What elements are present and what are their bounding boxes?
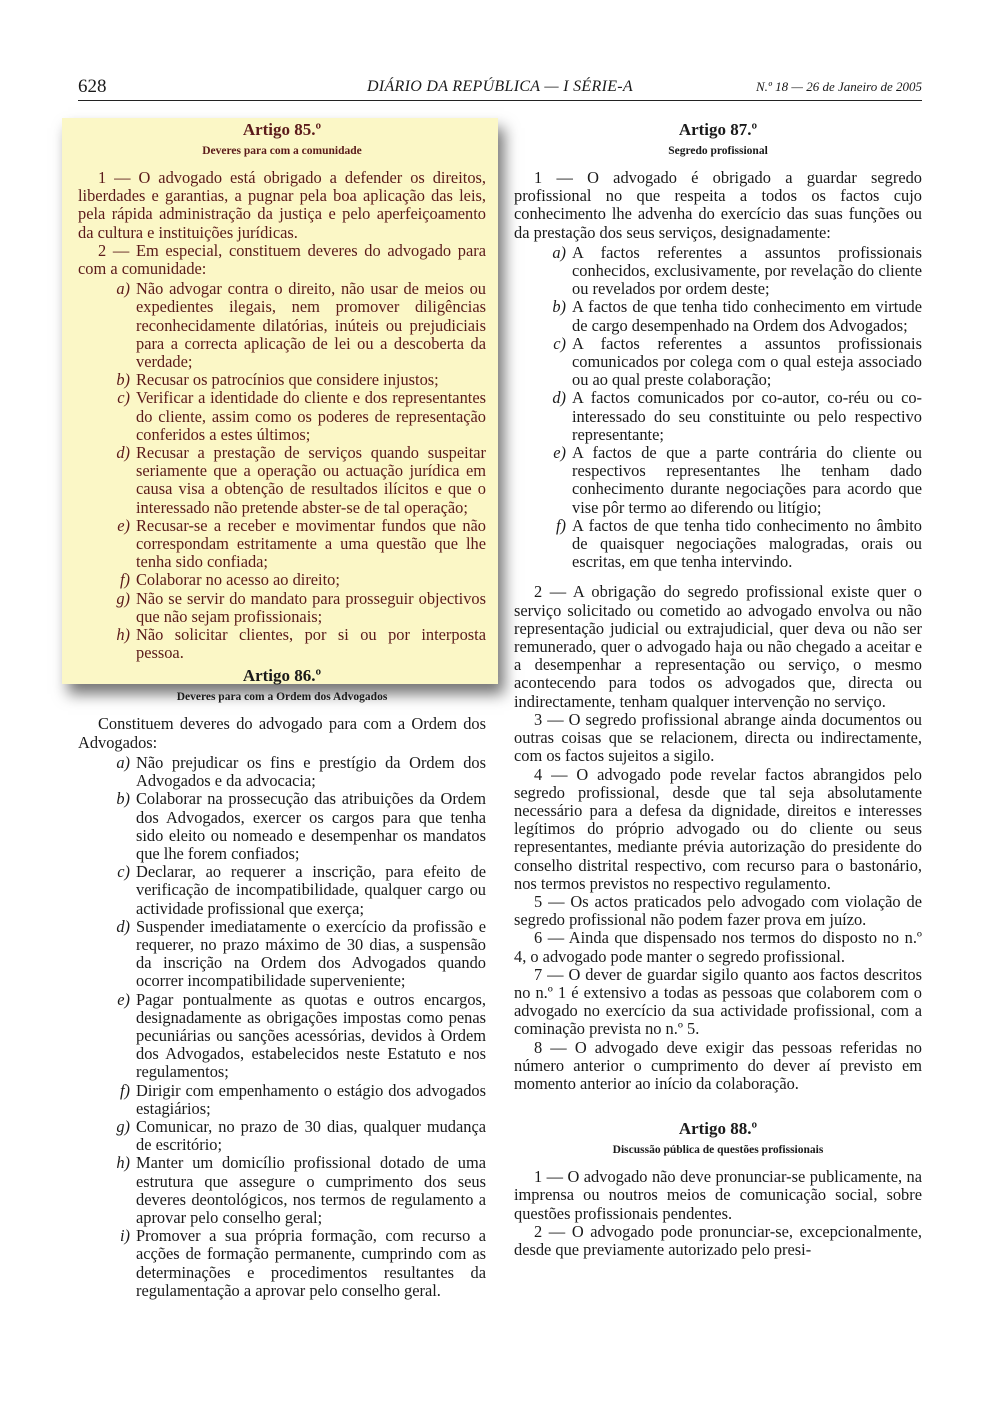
list-item (78, 918, 486, 991)
article-heading: Artigo 88.º (678, 1119, 758, 1139)
item-text: Suspender imediatamente o exercício da profissão e requerer, no prazo máximo de 30 dias, a suspensão da inscrição na Ordem dos Advogados quando ocorrer incompatibilidade superveniente; (136, 916, 486, 991)
article-subheading: Segredo profissional (668, 145, 768, 157)
item-letter: f) (555, 515, 566, 535)
item-text: Dirigir com empenhamento o estágio dos advogados estagiários; (136, 1080, 486, 1118)
paragraph: 1 — O advogado está obrigado a defender os direitos, liberdades e garantias, a pugnar pela boa aplicação das leis, pela rápida administração da justiça e pelo aperfeiçoamento da cultura e instituições jurídicas. (78, 168, 486, 242)
item-text: Declarar, ao requerer a inscrição, para efeito de verificação de incompatibilidade, qualquer cargo ou actividade profissional que exerça; (136, 862, 486, 918)
item-text: A factos referentes a assuntos profissionais comunicados por colega com o qual esteja associado ou ao qual preste colaboração; (572, 333, 922, 390)
list-item (78, 280, 486, 371)
list-item (514, 389, 922, 444)
list-item (514, 298, 922, 334)
list-item (78, 626, 486, 662)
list-item (78, 371, 486, 389)
list-item (514, 517, 922, 572)
item-text: Comunicar, no prazo de 30 dias, qualquer mudança de escritório; (136, 1116, 486, 1155)
list-item (514, 444, 922, 517)
list-item (514, 244, 922, 299)
article-heading: Artigo 85.º (242, 120, 322, 139)
article-subheading: Discussão pública de questões profissionais (612, 1144, 824, 1157)
item-letter: e) (117, 989, 130, 1009)
item-text: A factos referentes a assuntos profissionais conhecidos, exclusivamente, por revelação do cliente ou revelados por ordem deste; (572, 242, 922, 299)
left-column (78, 120, 486, 1300)
item-text: A factos de que a parte contrária do cliente ou respectivos representantes lhe tenham dado conhecimento durante negociações para acordo que vise pôr termo ao diferendo ou litígio; (572, 443, 922, 517)
item-text: Não advogar contra o direito, não usar de meios ou expedientes ilegais, nem promover diligências reconhecidamente dilatórias, inúteis ou prejudiciais para a correcta aplicação de lei ou a descoberta da verdade; (136, 279, 486, 372)
list-item (78, 444, 486, 517)
article-subheading: Deveres para com a Ordem dos Advogados (176, 691, 388, 704)
list-item (78, 590, 486, 626)
article-88 (514, 1119, 922, 1259)
item-letter: f) (119, 570, 130, 590)
item-letter: i) (119, 1226, 130, 1246)
paragraph: 4 — O advogado pode revelar factos abrangidos pelo segredo profissional, desde que tal seja absolutamente necessário para a defesa da dignidade, direitos e interesses legítimos do próprio advogado ou do cliente ou seus representantes, mediante prévia autorização do presidente do conselho distrital respectivo, com recurso para o bastonário, nos termos previstos no respectivo regulamento. (514, 764, 922, 893)
item-letter: c) (117, 388, 130, 408)
paragraph: 3 — O segredo profissional abrange ainda documentos ou outras coisas que se relacionem, directa ou indirectamente, com os factos sujeitos a sigilo. (514, 709, 922, 766)
item-text: Não solicitar clientes, por si ou por interposta pessoa. (136, 625, 486, 663)
issue-date: N.º 18 — 26 de Janeiro de 2005 (755, 79, 922, 94)
paragraph: 2 — A obrigação do segredo profissional existe quer o serviço solicitado ou cometido ao advogado envolva ou não representação judicial ou extrajudicial, quer deva ou não ser remunerado, quer o advogado haja ou não chegado a aceitar e a desempenhar a representação ou serviço, o mesmo acontecendo para todos os advogados que, directa ou indirectamente, tenham qualquer intervenção no serviço. (514, 582, 922, 711)
item-letter: g) (116, 588, 130, 608)
paragraph: 2 — O advogado pode pronunciar-se, excepcionalmente, desde que previamente autorizado pelo presi- (514, 1221, 922, 1259)
article-heading: Artigo 87.º (678, 120, 758, 139)
list-item (78, 517, 486, 572)
item-letter: c) (117, 862, 130, 882)
item-text: A factos de que tenha tido conhecimento em virtude de cargo desempenhado na Ordem dos Advogados; (572, 297, 922, 335)
list-item (78, 389, 486, 444)
item-text: Promover a sua própria formação, com recurso a acções de formação permanente, cumprindo com as determinações e procedimentos resultantes da regulamentação a aprovar pelo conselho geral. (136, 1226, 486, 1300)
list-item (514, 335, 922, 390)
item-text: Não prejudicar os fins e prestígio da Ordem dos Advogados e da advocacia; (136, 752, 486, 791)
paragraph: 8 — O advogado deve exigir das pessoas referidas no número anterior o cumprimento do dever aí previsto em momento anterior ao início da colaboração. (514, 1037, 922, 1093)
paragraph: 5 — Os actos praticados pelo advogado com violação de segredo profissional não podem fazer prova em juízo. (514, 891, 922, 930)
list-item (78, 1082, 486, 1118)
item-letter: d) (116, 443, 130, 463)
list-item (78, 754, 486, 790)
item-list (78, 280, 486, 662)
item-letter: f) (119, 1080, 130, 1100)
item-letter: b) (116, 789, 130, 809)
article-subheading: Deveres para com a comunidade (202, 145, 362, 157)
item-text: A factos de que tenha tido conhecimento no âmbito de quaisquer negociações malogradas, orais ou escritas, em que tenha intervindo. (572, 515, 922, 572)
item-letter: e) (553, 443, 566, 463)
list-item (78, 991, 486, 1082)
list-item (78, 571, 486, 589)
item-letter: c) (553, 333, 566, 353)
item-letter: e) (117, 515, 130, 535)
paragraph: Constituem deveres do advogado para com a Ordem dos Advogados: (78, 714, 486, 752)
list-item (78, 790, 486, 863)
article-heading: Artigo 86.º (242, 666, 322, 686)
item-letter: b) (116, 370, 130, 390)
item-list (514, 244, 922, 572)
item-text: Colaborar na prossecução das atribuições da Ordem dos Advogados, exercer os cargos para que tenha sido eleito ou nomeado e desempenhar os mandatos que lhe forem confiados; (136, 789, 486, 863)
right-column (514, 120, 922, 1259)
page-number: 628 (78, 76, 107, 97)
item-text: Recusar-se a receber e movimentar fundos que não correspondam estritamente a uma questão que lhe tenha sido confiada; (136, 515, 486, 572)
item-letter: h) (116, 625, 130, 645)
list-item (78, 863, 486, 918)
item-text: Colaborar no acesso ao direito; (136, 570, 340, 590)
paragraph: 6 — Ainda que dispensado nos termos do disposto no n.º 4, o advogado pode manter o segredo profissional. (514, 928, 922, 966)
page-header (78, 76, 922, 101)
list-item (78, 1118, 486, 1154)
item-letter: b) (552, 297, 566, 317)
item-text: Não se servir do mandato para prosseguir objectivos que não sejam profissionais; (136, 588, 486, 626)
journal-title: DIÁRIO DA REPÚBLICA — I SÉRIE-A (367, 78, 633, 95)
article-85 (78, 120, 486, 662)
paragraph: 7 — O dever de guardar sigilo quanto aos factos descritos no n.º 1 é extensivo a todas as pessoas que colaborem com o advogado no exercício da sua actividade profissional, com a cominação prevista no n.º 5. (514, 964, 922, 1039)
article-87 (514, 120, 922, 1093)
article-86 (78, 666, 486, 1300)
item-letter: d) (116, 916, 130, 936)
item-letter: a) (552, 242, 566, 262)
item-text: A factos comunicados por co-autor, co-réu ou co-interessado do seu constituinte ou pelo respectivo representante; (572, 388, 922, 444)
item-text: Pagar pontualmente as quotas e outros encargos, designadamente as obrigações impostas como penas pecuniárias ou sanções acessórias, devidos à Ordem dos Advogados, estabelecidos neste Estatuto e nos regulamentos; (136, 989, 486, 1082)
paragraph: 1 — O advogado é obrigado a guardar segredo profissional no que respeita a todos os factos cujo conhecimento lhe advenha do exercício das suas funções ou da prestação dos seus serviços, designadamente: (514, 168, 922, 242)
item-list (78, 754, 486, 1300)
item-text: Recusar a prestação de serviços quando suspeitar seriamente que a operação ou actuação jurídica em causa visa a obtenção de resultados ilícitos e que o interessado não pretende abster-se de tal operação; (136, 443, 486, 517)
item-letter: a) (116, 752, 130, 772)
item-letter: d) (552, 388, 566, 408)
item-text: Recusar os patrocínios que considere injustos; (136, 370, 439, 390)
item-letter: g) (116, 1116, 130, 1136)
item-text: Verificar a identidade do cliente e dos representantes do cliente, assim como os poderes de representação conferidos a estes últimos; (136, 388, 486, 444)
paragraph: 1 — O advogado não deve pronunciar-se publicamente, na imprensa ou noutros meios de comunicação social, sobre questões profissionais pendentes. (514, 1167, 922, 1223)
item-text: Manter um domicílio profissional dotado de uma estrutura que assegure o cumprimento dos seus deveres deontológicos, nos termos de regulamento a aprovar pelo conselho geral; (136, 1153, 486, 1227)
item-letter: h) (116, 1153, 130, 1173)
paragraph: 2 — Em especial, constituem deveres do advogado para com a comunidade: (78, 240, 486, 279)
list-item (78, 1154, 486, 1227)
list-item (78, 1227, 486, 1300)
item-letter: a) (116, 279, 130, 299)
